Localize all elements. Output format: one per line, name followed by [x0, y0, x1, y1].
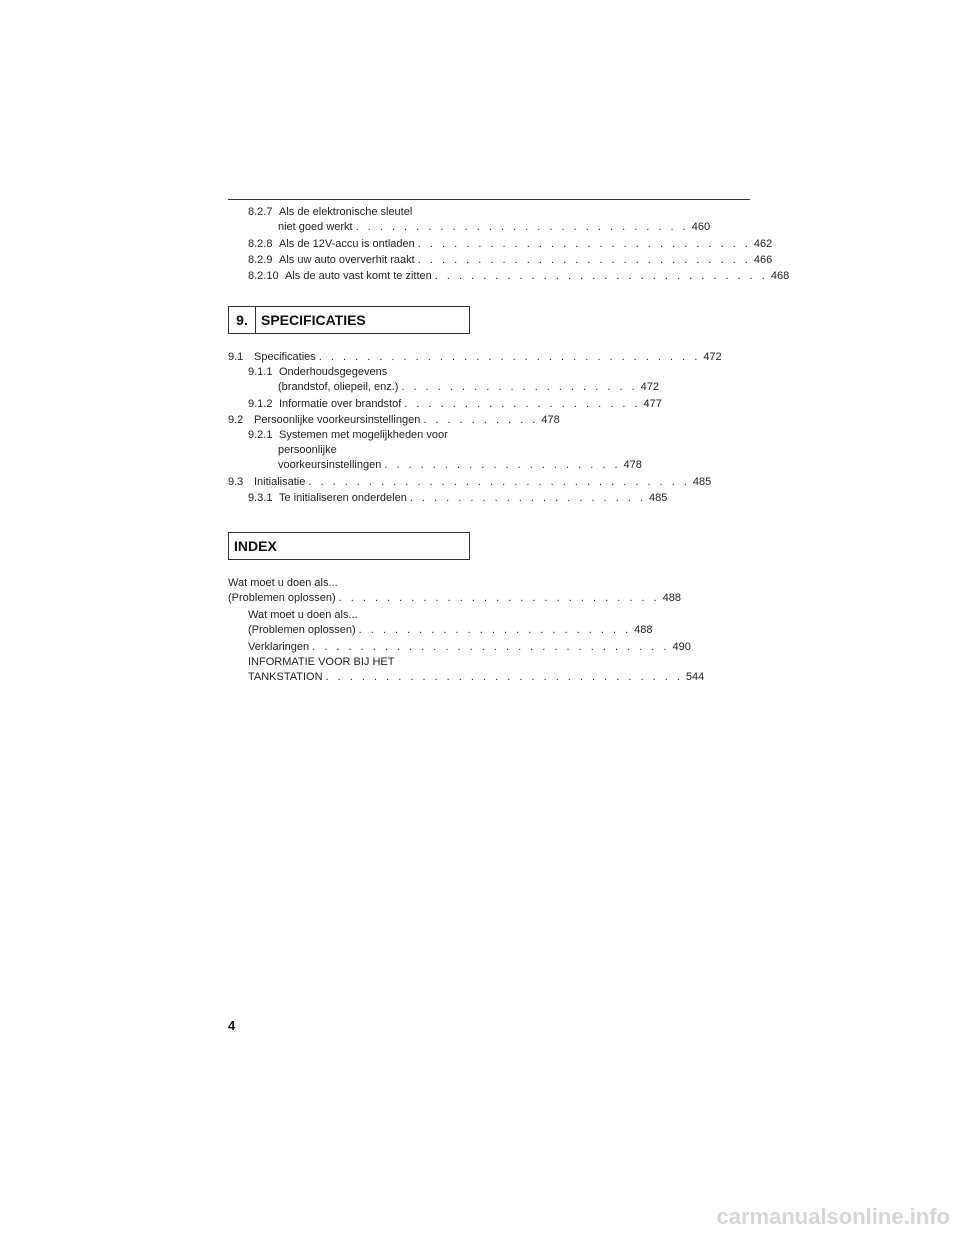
- entry-title-line1: INFORMATIE VOOR BIJ HET: [248, 656, 395, 668]
- entry-number: 9.3: [228, 476, 244, 488]
- dot-leader: . . . . . . . . . . . . . . . . . . . .: [404, 398, 641, 410]
- entry-title: Als uw auto oververhit raakt: [279, 254, 415, 266]
- dot-leader: . . . . . . . . . . . . . . . . . . . .: [384, 459, 621, 471]
- entry-page: 488: [634, 624, 653, 636]
- entry-title: Specificaties: [254, 351, 316, 363]
- entry-title: Informatie over brandstof: [279, 398, 402, 410]
- toc-entry-8-2-7[interactable]: [228, 205, 711, 235]
- toc-entry-9-1-1[interactable]: [228, 365, 660, 395]
- entry-title-line1: Wat moet u doen als...: [228, 577, 338, 589]
- entry-page: 478: [623, 459, 642, 471]
- entry-number: 9.2.1: [248, 429, 273, 441]
- entry-number: 8.2.9: [248, 254, 273, 266]
- section-header-index: [228, 532, 470, 560]
- page-number: 4: [228, 1018, 236, 1033]
- toc-entry-8-2-9[interactable]: [228, 253, 773, 268]
- toc-entry-9-2[interactable]: [228, 413, 560, 428]
- entry-number: 9.1.2: [248, 398, 273, 410]
- entry-number: 9.3.1: [248, 492, 273, 504]
- entry-page: 485: [692, 476, 712, 488]
- dot-leader: . . . . . . . . . . . . . . . . . . . . . . . . . . .: [338, 592, 660, 604]
- toc-entry-9-1-2[interactable]: [228, 397, 662, 412]
- entry-title-line2: (Problemen oplossen): [228, 592, 336, 604]
- index-entry-tankstation[interactable]: [228, 655, 705, 685]
- entry-title-line2: niet goed werkt: [278, 221, 353, 233]
- entry-title: Persoonlijke voorkeursinstellingen: [254, 414, 421, 426]
- entry-number: 8.2.7: [248, 206, 273, 218]
- entry-page: 477: [643, 398, 662, 410]
- dot-leader: . . . . . . . . . . . . . . . . . . . . . . .: [358, 624, 632, 636]
- entry-number: 9.1.1: [248, 366, 273, 378]
- entry-number: 8.2.8: [248, 238, 273, 250]
- section-title: SPECIFICATIES: [261, 311, 366, 328]
- section-number: 9.: [229, 307, 256, 333]
- dot-leader: . . . . . . . . . . . . . . . . . . . . . . . . . . . . . . . .: [318, 351, 701, 363]
- entry-number: 9.1: [228, 351, 244, 363]
- top-rule: [228, 199, 750, 200]
- entry-title: Als de auto vast komt te zitten: [285, 270, 432, 282]
- entry-page: 485: [649, 492, 668, 504]
- index-entry-problemen[interactable]: [228, 576, 681, 606]
- dot-leader: . . . . . . . . . . . . . . . . . . . . . . . . . . . .: [355, 221, 689, 233]
- entry-title-line1: Systemen met mogelijkheden voor: [279, 429, 448, 441]
- dot-leader: . . . . . . . . . . . . . . . . . . . .: [401, 381, 638, 393]
- entry-page: 490: [672, 641, 691, 653]
- entry-page: 478: [541, 414, 560, 426]
- entry-title-line3: voorkeursinstellingen: [278, 459, 382, 471]
- entry-page: 460: [691, 221, 711, 233]
- entry-title-line2: (brandstof, oliepeil, enz.): [278, 381, 399, 393]
- toc-entry-9-3-1[interactable]: [228, 491, 668, 506]
- entry-title: Te initialiseren onderdelen: [279, 492, 407, 504]
- entry-page: 488: [662, 592, 681, 604]
- entry-title: Initialisatie: [254, 476, 306, 488]
- entry-page: 462: [753, 238, 773, 250]
- section-header-specificaties: [228, 306, 470, 334]
- entry-page: 472: [703, 351, 722, 363]
- entry-title-line1: Onderhoudsgegevens: [279, 366, 388, 378]
- dot-leader: . . . . . . . . . .: [423, 414, 539, 426]
- entry-title-line2: TANKSTATION: [248, 671, 323, 683]
- dot-leader: . . . . . . . . . . . . . . . . . . . . . . . . . . . . . .: [325, 671, 683, 683]
- toc-entry-8-2-8[interactable]: [228, 237, 773, 252]
- entry-number: 8.2.10: [248, 270, 279, 282]
- table-of-contents: [228, 205, 790, 687]
- toc-entry-9-2-1[interactable]: [228, 428, 642, 473]
- section-title: INDEX: [234, 537, 277, 554]
- watermark: carmanualsonline.info: [716, 1204, 950, 1229]
- entry-page: 472: [640, 381, 660, 393]
- entry-title-line1: Wat moet u doen als...: [248, 609, 358, 621]
- entry-page: 466: [753, 254, 773, 266]
- dot-leader: . . . . . . . . . . . . . . . . . . . .: [409, 492, 647, 504]
- dot-leader: . . . . . . . . . . . . . . . . . . . . . . . . . . . .: [434, 270, 768, 282]
- dot-leader: . . . . . . . . . . . . . . . . . . . . . . . . . . . .: [417, 254, 751, 266]
- entry-title: Verklaringen: [248, 641, 310, 653]
- dot-leader: . . . . . . . . . . . . . . . . . . . . . . . . . . . .: [417, 238, 751, 250]
- entry-page: 544: [685, 671, 705, 683]
- toc-entry-9-3[interactable]: [228, 475, 712, 490]
- toc-entry-9-1[interactable]: [228, 350, 722, 365]
- dot-leader: . . . . . . . . . . . . . . . . . . . . . . . . . . . . . .: [312, 641, 670, 653]
- index-entry-problemen-sub[interactable]: [228, 608, 653, 638]
- entry-title: Als de 12V-accu is ontladen: [279, 238, 415, 250]
- entry-title-line2: persoonlijke: [278, 444, 337, 456]
- toc-entry-8-2-10[interactable]: [228, 269, 790, 284]
- dot-leader: . . . . . . . . . . . . . . . . . . . . . . . . . . . . . . . .: [308, 476, 690, 488]
- index-entry-verklaringen[interactable]: [228, 640, 691, 655]
- entry-number: 9.2: [228, 414, 244, 426]
- entry-title-line2: (Problemen oplossen): [248, 624, 356, 636]
- entry-title-line1: Als de elektronische sleutel: [279, 206, 413, 218]
- entry-page: 468: [770, 270, 790, 282]
